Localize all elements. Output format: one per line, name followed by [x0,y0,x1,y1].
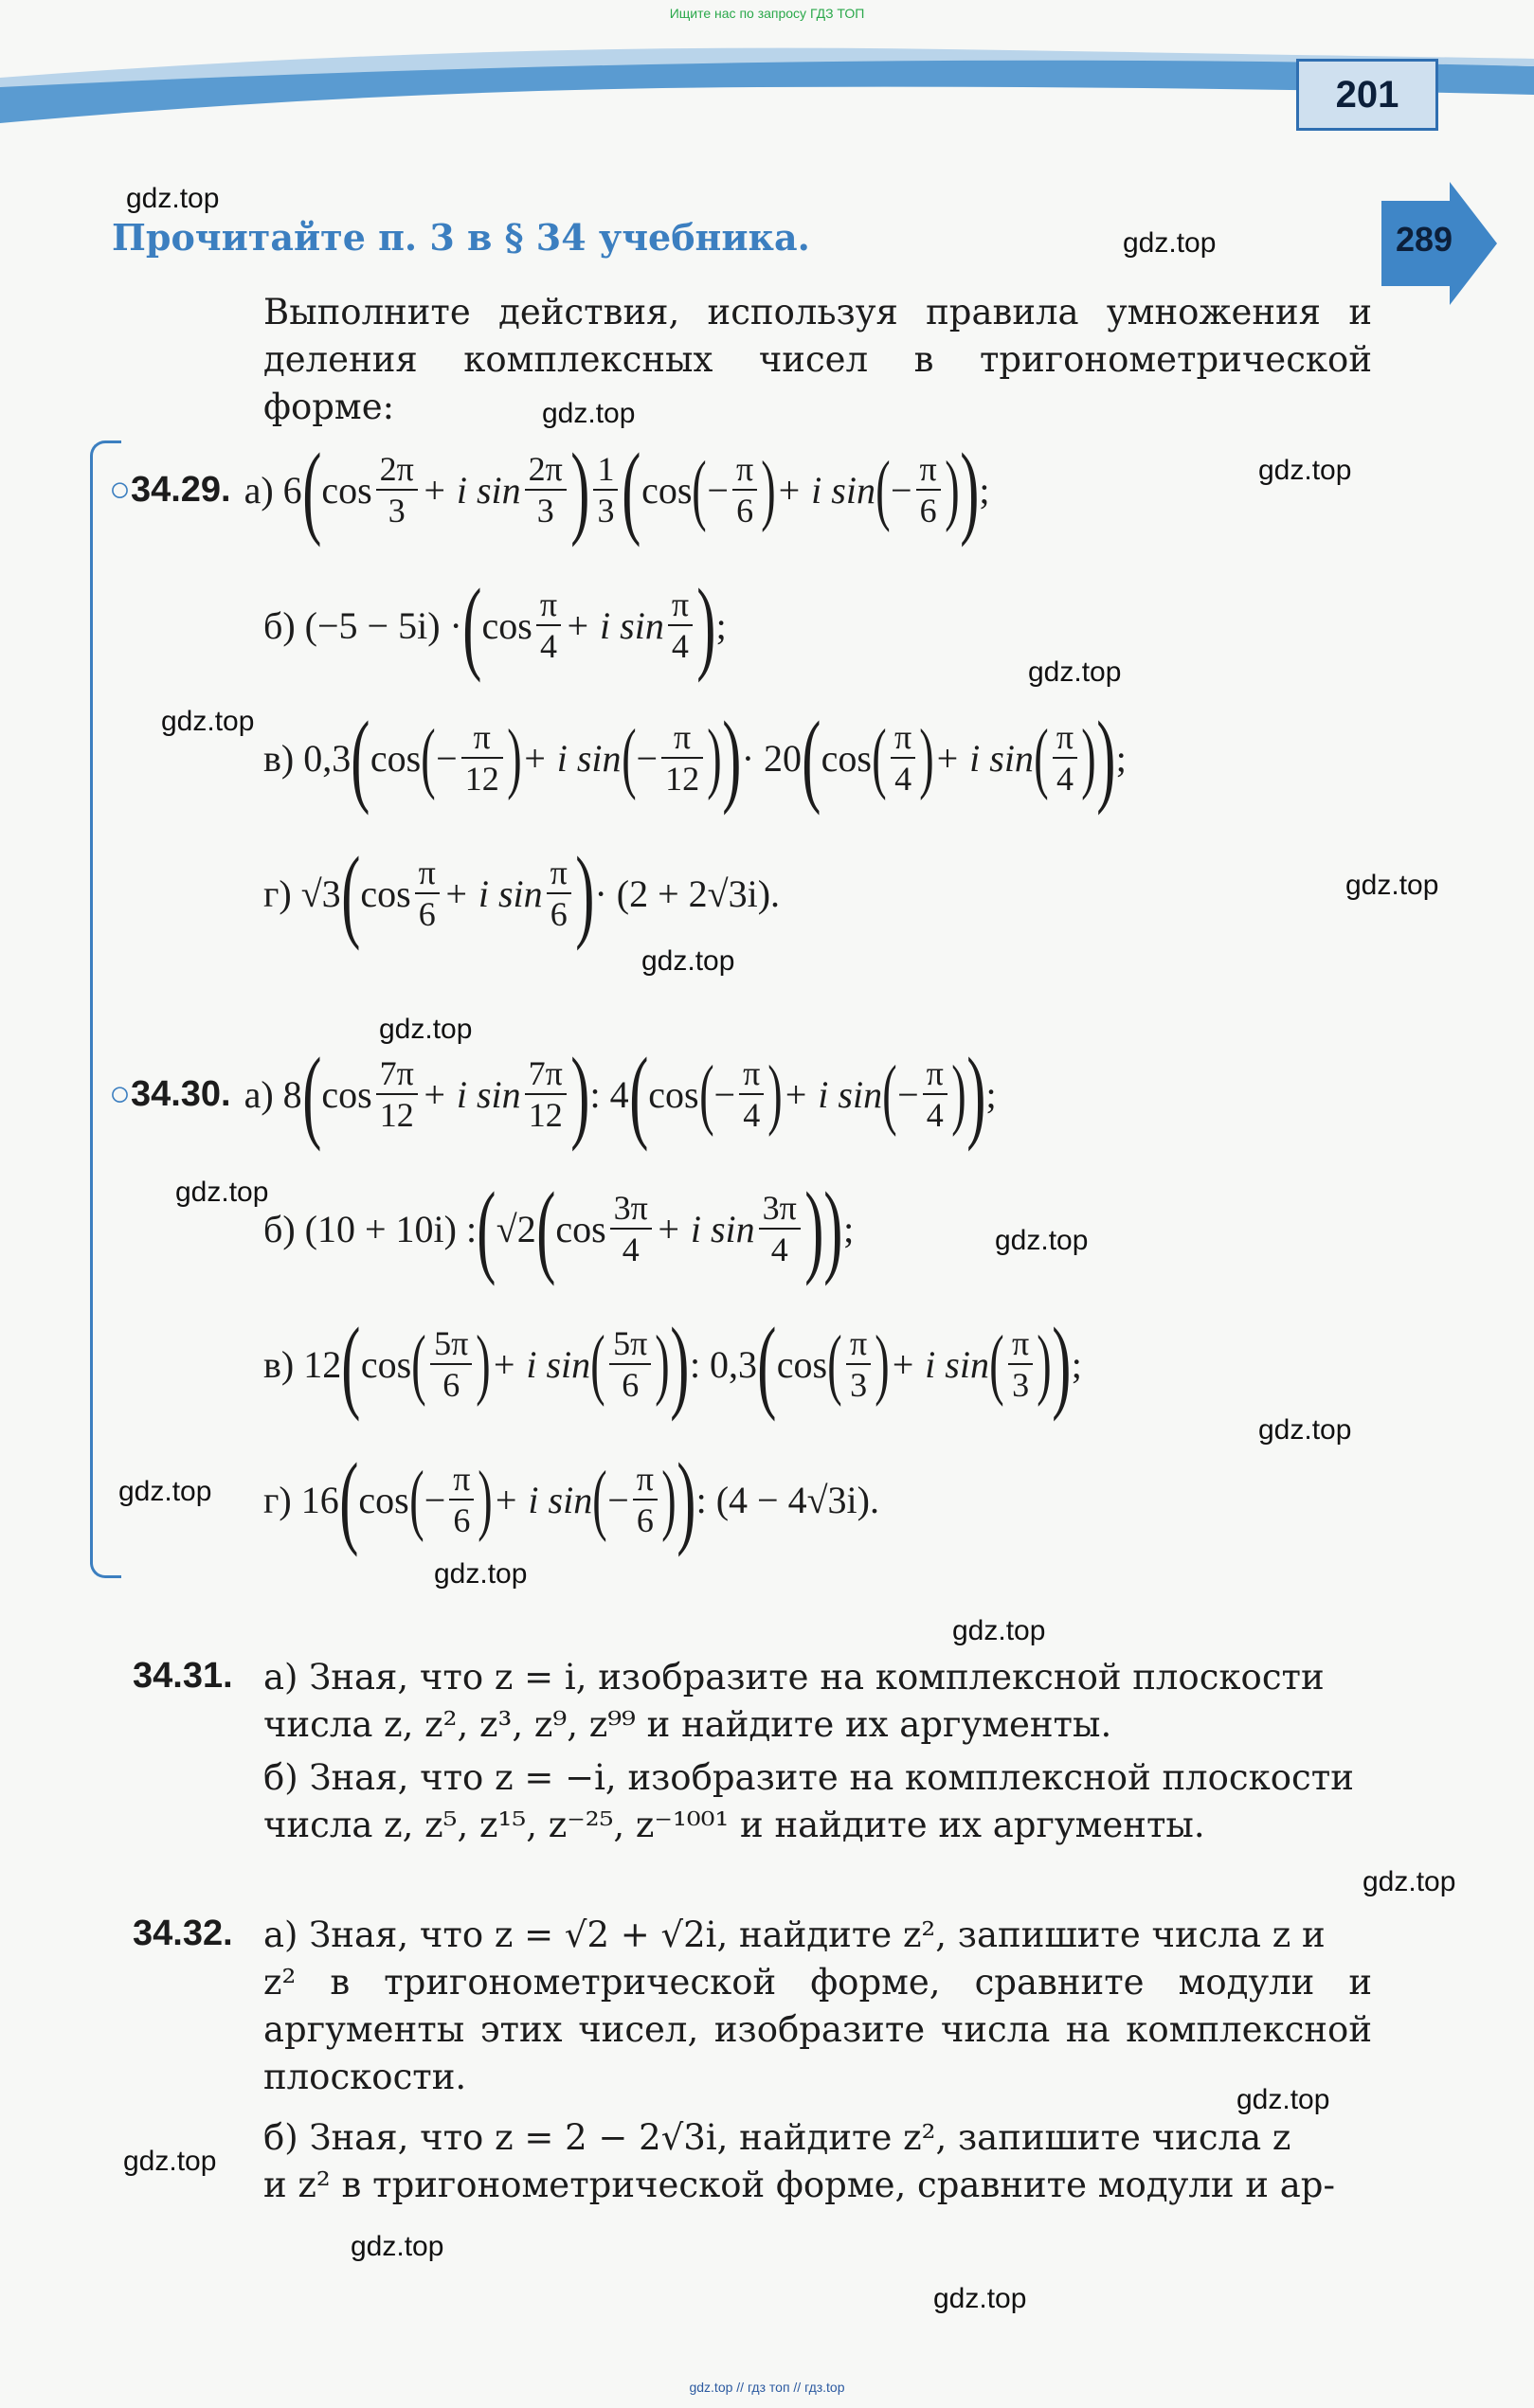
t29-number: ○34.29. [109,469,231,510]
watermark: gdz.top [175,1177,269,1208]
t32-a-line1: а) Зная, что z = √2 + √2i, найдите z², запишите числа z и [263,1914,1326,1955]
t32-b-line1: б) Зная, что z = 2 − 2√3i, найдите z², запишите числа z [263,2117,1291,2158]
watermark: gdz.top [995,1225,1089,1256]
watermark: gdz.top [126,183,220,214]
t30-c-label: в) 12 [263,1342,342,1386]
watermark: gdz.top [1123,227,1217,259]
watermark: gdz.top [434,1558,528,1590]
watermark: gdz.top [1028,656,1122,688]
t30-a-div: : 4 [589,1072,629,1116]
t30-c-div: : 0,3 [689,1342,758,1386]
t29-d: г) √3 ( cos $\frac{\pi}{6}$ + i sin $\frac{\pi}{6}$ ) · (2 + 2√3i). [263,836,781,951]
t31-a-line2: числа z, z², z³, z⁹, z⁹⁹ и найдите их аргументы. [263,1704,1112,1745]
t29-a-label: а) 6 [244,468,302,512]
t32-a-rest: z² в тригонометрической форме, сравните модули и аргументы этих чисел, изобразите числа на комплексной плоскости. [263,1962,1372,2097]
t30-d-label: г) 16 [263,1478,339,1521]
page-number: 201 [1296,59,1438,131]
t30-b: б) (10 + 10i) : ( √2 ( cos $\frac{3\pi}{4}$ + i sin $\frac{3\pi}{4}$ ) ) ; [263,1171,855,1286]
t29-b-label: б) (−5 − 5i) · [263,603,462,647]
t31-b-line2: числа z, z⁵, z¹⁵, z⁻²⁵, z⁻¹⁰⁰¹ и найдите их аргументы. [263,1805,1205,1845]
watermark: gdz.top [379,1014,473,1045]
top-search-note: Ищите нас по запросу ГДЗ ТОП [669,6,865,21]
t30-d-tail: : (4 − 4√3i). [695,1478,879,1521]
watermark: gdz.top [118,1476,212,1507]
t31-number: 34.31. [133,1656,233,1696]
watermark: gdz.top [641,945,735,977]
t29-c-mul: · 20 [741,736,803,780]
t30-a: ○34.30. а) 8 ( cos $\frac{7\pi}{12}$ + i sin $\frac{7\pi}{12}$ ) : 4 ( cos ( − $\frac{\pi}{4}$ ) + i sin ( − $\frac{\pi}{4}$ ) ) ; [109,1036,997,1152]
t32-b-line2: и z² в тригонометрической форме, сравните модули и ар- [263,2165,1335,2205]
watermark: gdz.top [1258,1414,1352,1446]
watermark: gdz.top [933,2283,1027,2314]
t30-c: в) 12 ( cos ( $\frac{5\pi}{6}$ ) + i sin ( $\frac{5\pi}{6}$ ) ) : 0,3 ( cos ( $\frac{\pi}{3}$ ) + i sin ( $\frac{\pi}{3}$ ) ) ; [263,1306,1082,1422]
t30-d: г) 16 ( cos ( − $\frac{\pi}{6}$ ) + i sin ( − $\frac{\pi}{6}$ ) ) : (4 − 4√3i). [263,1442,879,1557]
t30-a-label: а) 8 [244,1072,302,1116]
watermark: gdz.top [1363,1866,1456,1897]
watermark: gdz.top [123,2146,217,2177]
section-heading: Прочитайте п. 3 в § 34 учебника. [112,216,810,259]
isin: + i sin [421,468,521,512]
t29-c-label: в) 0,3 [263,736,352,780]
t29-d-tail: · (2 + 2√3i). [594,872,781,915]
t30-b-label: б) (10 + 10i) : [263,1207,478,1250]
task-group-bracket [90,440,121,1578]
watermark: gdz.top [1236,2084,1330,2115]
watermark: gdz.top [351,2231,444,2262]
footer-note: gdz.top // гдз топ // гдз.top [689,2380,845,2395]
t29-c: в) 0,3 ( cos ( − $\frac{\pi}{12}$ ) + i sin ( − $\frac{\pi}{12}$ ) ) · 20 ( cos ( $\frac{\pi}{4}$ ) + i sin ( $\frac{\pi}{4}$ ) ) ; [263,700,1127,816]
side-ref-number: 289 [1395,220,1453,259]
cos: cos [321,468,372,512]
watermark: gdz.top [542,398,636,429]
intro-text: Выполните действия, используя правила умножения и деления комплексных чисел в тригонометрической форме: [263,292,1372,427]
t29-d-label: г) √3 [263,872,341,915]
watermark: gdz.top [1258,455,1352,486]
watermark: gdz.top [161,706,255,737]
t31-b-line1: б) Зная, что z = −i, изобразите на комплексной плоскости [263,1757,1354,1798]
t30-number: ○34.30. [109,1073,231,1114]
t29-b: б) (−5 − 5i) · ( cos $\frac{\pi}{4}$ + i sin $\frac{\pi}{4}$ ) ; [263,567,727,683]
t32-number: 34.32. [133,1914,233,1953]
watermark: gdz.top [952,1615,1046,1646]
t31-a-line1: а) Зная, что z = i, изобразите на комплексной плоскости [263,1657,1325,1698]
t29-a: ○34.29. а) 6 ( cos $\frac{2\pi}{3}$ + i sin $\frac{2\pi}{3}$ ) $\frac{1}{3}$ ( cos ( − $\frac{\pi}{6}$ ) + i sin ( − $\frac{\pi}{6}$ ) ) ; [109,432,990,548]
watermark: gdz.top [1345,870,1439,901]
